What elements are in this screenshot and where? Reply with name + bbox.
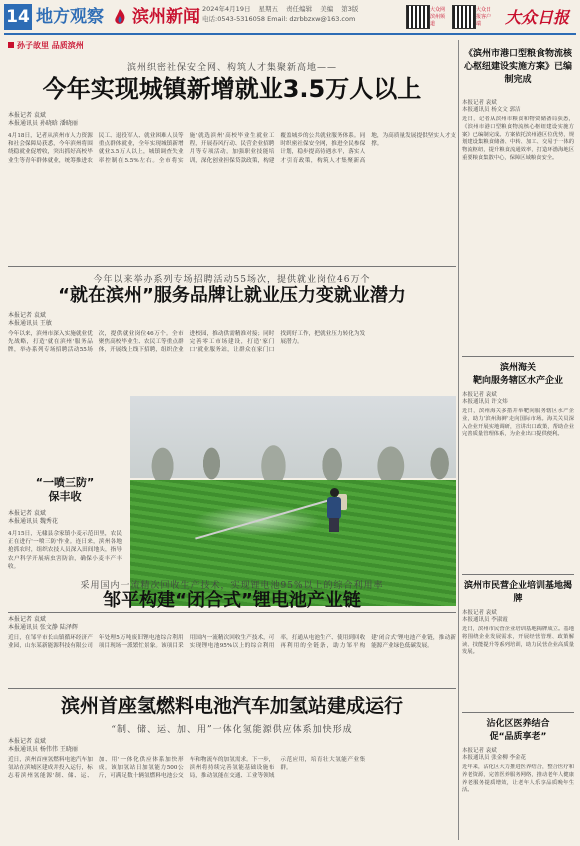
right-story3-body: 近日，滨州市民营企业培训基地揭牌成立。基地将围绕企业发展需求，开展经营管理、政策解读、技能提升等系列培训，助力民营企业高质量发展。 (462, 626, 574, 656)
right-story2-headline[interactable]: 滨州海关 靶向服务辖区水产企业 (472, 363, 563, 386)
divider (8, 688, 456, 689)
contact-phone: 电话:0543-5316058 (202, 15, 266, 23)
story2-headline[interactable]: “就在滨州”服务品牌让就业压力变就业潜力 (58, 285, 406, 306)
header-divider (4, 33, 576, 35)
right-story4-headline[interactable]: 沾化区医养结合 促“品质享老” (486, 719, 550, 742)
photo-sidebar (8, 476, 122, 590)
qr-label: 大众网滨州频道 (430, 7, 446, 27)
newspaper-masthead: 大众日报 (505, 8, 570, 27)
qr-code-icon[interactable] (452, 5, 476, 29)
story3-byline: 本报记者 袁斌 本报通讯员 张文静 陆泽辉 (8, 616, 78, 631)
brand-flame-icon (112, 8, 128, 26)
right-story4-byline: 本报记者 袁斌 本报通讯员 张金柳 李金花 (462, 748, 526, 761)
right-story3-headline[interactable]: 滨州市民营企业培训基地揭牌 (463, 581, 572, 604)
issue-date: 2024年4月19日 (202, 5, 251, 13)
right-story2-byline: 本报记者 袁斌 本报通讯员 许文炜 (462, 392, 508, 405)
story4-body: 近日，滨州首座氢燃料电池汽车加氢站在滨城区建成并投入运行，标志着滨州氢能源'制、储、运、加、用'一体化供应体系加快形成。该加氢站日加氢能力500公斤，可满足数十辆氢燃料电池公交车和物流车的加氢需求。下一步，滨州将持续完善氢能基础设施布局，推动氢能在交通、工业等领域示范应用，培育壮大氢能产业集群。 (8, 757, 366, 780)
divider (8, 266, 456, 267)
story2-kicker: 今年以来举办系列专场招聘活动55场次，提供就业岗位46万个 (93, 275, 371, 285)
section-title: 地方观察 (36, 7, 104, 27)
divider (462, 712, 574, 713)
brand-name: 滨州新闻 (132, 7, 200, 27)
qr-code-icon[interactable] (406, 5, 430, 29)
right-column (462, 40, 574, 840)
story4-subhead: “制、储、运、加、用”一体化氢能源供应体系加快形成 (111, 725, 353, 735)
issue-weekday: 星期五 (258, 5, 279, 13)
photo-farmer (325, 488, 343, 532)
photo-farmer-body (327, 497, 341, 519)
story3-body: 近日，在邹平市长山镇循环经济产业园，山东某新能源科技有限公司年处理5万吨废旧锂电池综合利用项目现场一派繁忙景象。该项目采用国内一流精次回收生产技术，可实现锂电池95%以上的综合利用率，打通从电池生产、使用到回收再利用的全链条，助力邹平构建'闭合式'锂电池产业链，推动新能源产业绿色低碳发展。 (8, 635, 456, 650)
right-story2-body: 近日，滨州海关多措并举靶向服务辖区水产企业，助力'滨州海鲜'走向国际市场。海关关员深入企业开展实地调研，宣讲出口政策，帮助企业完善质量管理体系，为企业出口提供便利。 (462, 408, 574, 438)
photo-farmer-legs (329, 518, 339, 532)
photo-treeline (130, 436, 456, 486)
issue-designer: 美编 (320, 5, 334, 13)
story1-headline[interactable]: 今年实现城镇新增就业3.5万人以上 (42, 75, 422, 103)
contact-email: Email: dzrbbzxw@163.com (267, 15, 356, 23)
sidebar-byline: 本报记者 袁斌 本报通讯员 魏秀花 (8, 510, 58, 525)
story4-byline: 本报记者 袁斌 本报通讯员 杨伟伟 王晓丽 (8, 738, 78, 753)
sidebar-caption: 4月15日，无棣县佘家镇小麦示范田里，农民正在进行'一喷三防'作业。连日来，滨州各地抢抓农时，组织农技人员深入田间地头，指导农户科学开展病虫害防治，确保小麦丰产丰收。 (8, 531, 122, 570)
issue-pages: 第3版 (341, 5, 359, 13)
photo-farmer-head (330, 488, 339, 497)
sidebar-title[interactable]: “一喷三防” 保丰收 (35, 476, 95, 503)
story2-byline: 本报记者 袁斌 本报通讯员 王敏 (8, 312, 52, 327)
story4-headline[interactable]: 滨州首座氢燃料电池汽车加氢站建成运行 (60, 695, 403, 717)
section-ribbon: 孙子故里 品质滨州 (8, 40, 84, 51)
divider (462, 356, 574, 357)
right-story4-body: 近年来，沾化区大力推进医养结合，整合医疗和养老资源，完善医养服务网络，推动老年人健康养老服务提质增效，让老年人乐享品质晚年生活。 (462, 764, 574, 794)
right-story1-byline: 本报记者 袁斌 本报通讯员 杨文文 郭洁 (462, 100, 521, 113)
page-header (0, 0, 580, 34)
qr-label: 大众日报客户端 (476, 7, 492, 27)
story3-kicker: 采用国内一流精次回收生产技术，实现锂电池95%以上的综合利用率 (80, 581, 384, 591)
story1-body: 4月18日，记者从滨州市人力资源和社会保障局获悉，今年滨州将围绕稳就业促增收，突出抓好高校毕业生等青年群体就业，统筹推进农民工、退役军人、就业困难人员等重点群体就业，全年实现城镇新增就业3.5万人以上，城镇调查失业率控制在5.5%左右。全市将实施'就选滨州'高校毕业生就业工程，开展春风行动、民营企业招聘月等专项活动，加强职业技能培训，深化创业担保贷款政策，构建覆盖城乡的公共就业服务体系。同时织密社保安全网，推进全民参保计划，稳步提高待遇水平，落实人才引育政策，构筑人才集聚新高地，为高质量发展提供坚实人才支撑。 (8, 133, 456, 164)
field-spraying-photo (130, 396, 456, 606)
issue-meta (202, 4, 364, 13)
divider (8, 612, 456, 613)
divider (462, 574, 574, 575)
issue-editor: 责任编辑 (286, 5, 313, 13)
column-separator (458, 40, 459, 840)
story1-byline: 本报记者 袁斌 本报通讯员 孙晓晗 潘晓丽 (8, 112, 78, 127)
page-number: 14 (4, 4, 32, 30)
story3-headline[interactable]: 邹平构建“闭合式”锂电池产业链 (103, 590, 361, 611)
story1-kicker: 滨州织密社保安全网、构筑人才集聚新高地—— (126, 63, 337, 73)
contact-meta (202, 14, 355, 23)
story2-body: 今年以来，滨州市深入实施就业优先战略，打造'就在滨州'服务品牌，举办系列专场招聘活动55场次，提供就业岗位46万个。全市聚焦高校毕业生、农民工等重点群体，开展线上线下招聘，组织企业进校园，推动供需精准对接；同时完善零工市场建设，打造'家门口'就业服务站，让群众在家门口找到好工作，把就业压力转化为发展潜力。 (8, 331, 366, 354)
right-story1-headline[interactable]: 《滨州市港口型粮食物流核心枢纽建设实施方案》已编制完成 (463, 49, 572, 85)
right-story1-body: 近日，记者从滨州市粮食和物资储备局获悉，《滨州市港口型粮食物流核心枢纽建设实施方案》已编制完成。方案依托滨州港区位优势，规划建设集粮食储备、中转、加工、交易于一体的物流枢纽，提升粮食流通效率，打造环渤海地区重要粮食集散中心，保障区域粮食安全。 (462, 116, 574, 161)
right-story3-byline: 本报记者 袁斌 本报通讯员 李淑霞 (462, 610, 508, 623)
